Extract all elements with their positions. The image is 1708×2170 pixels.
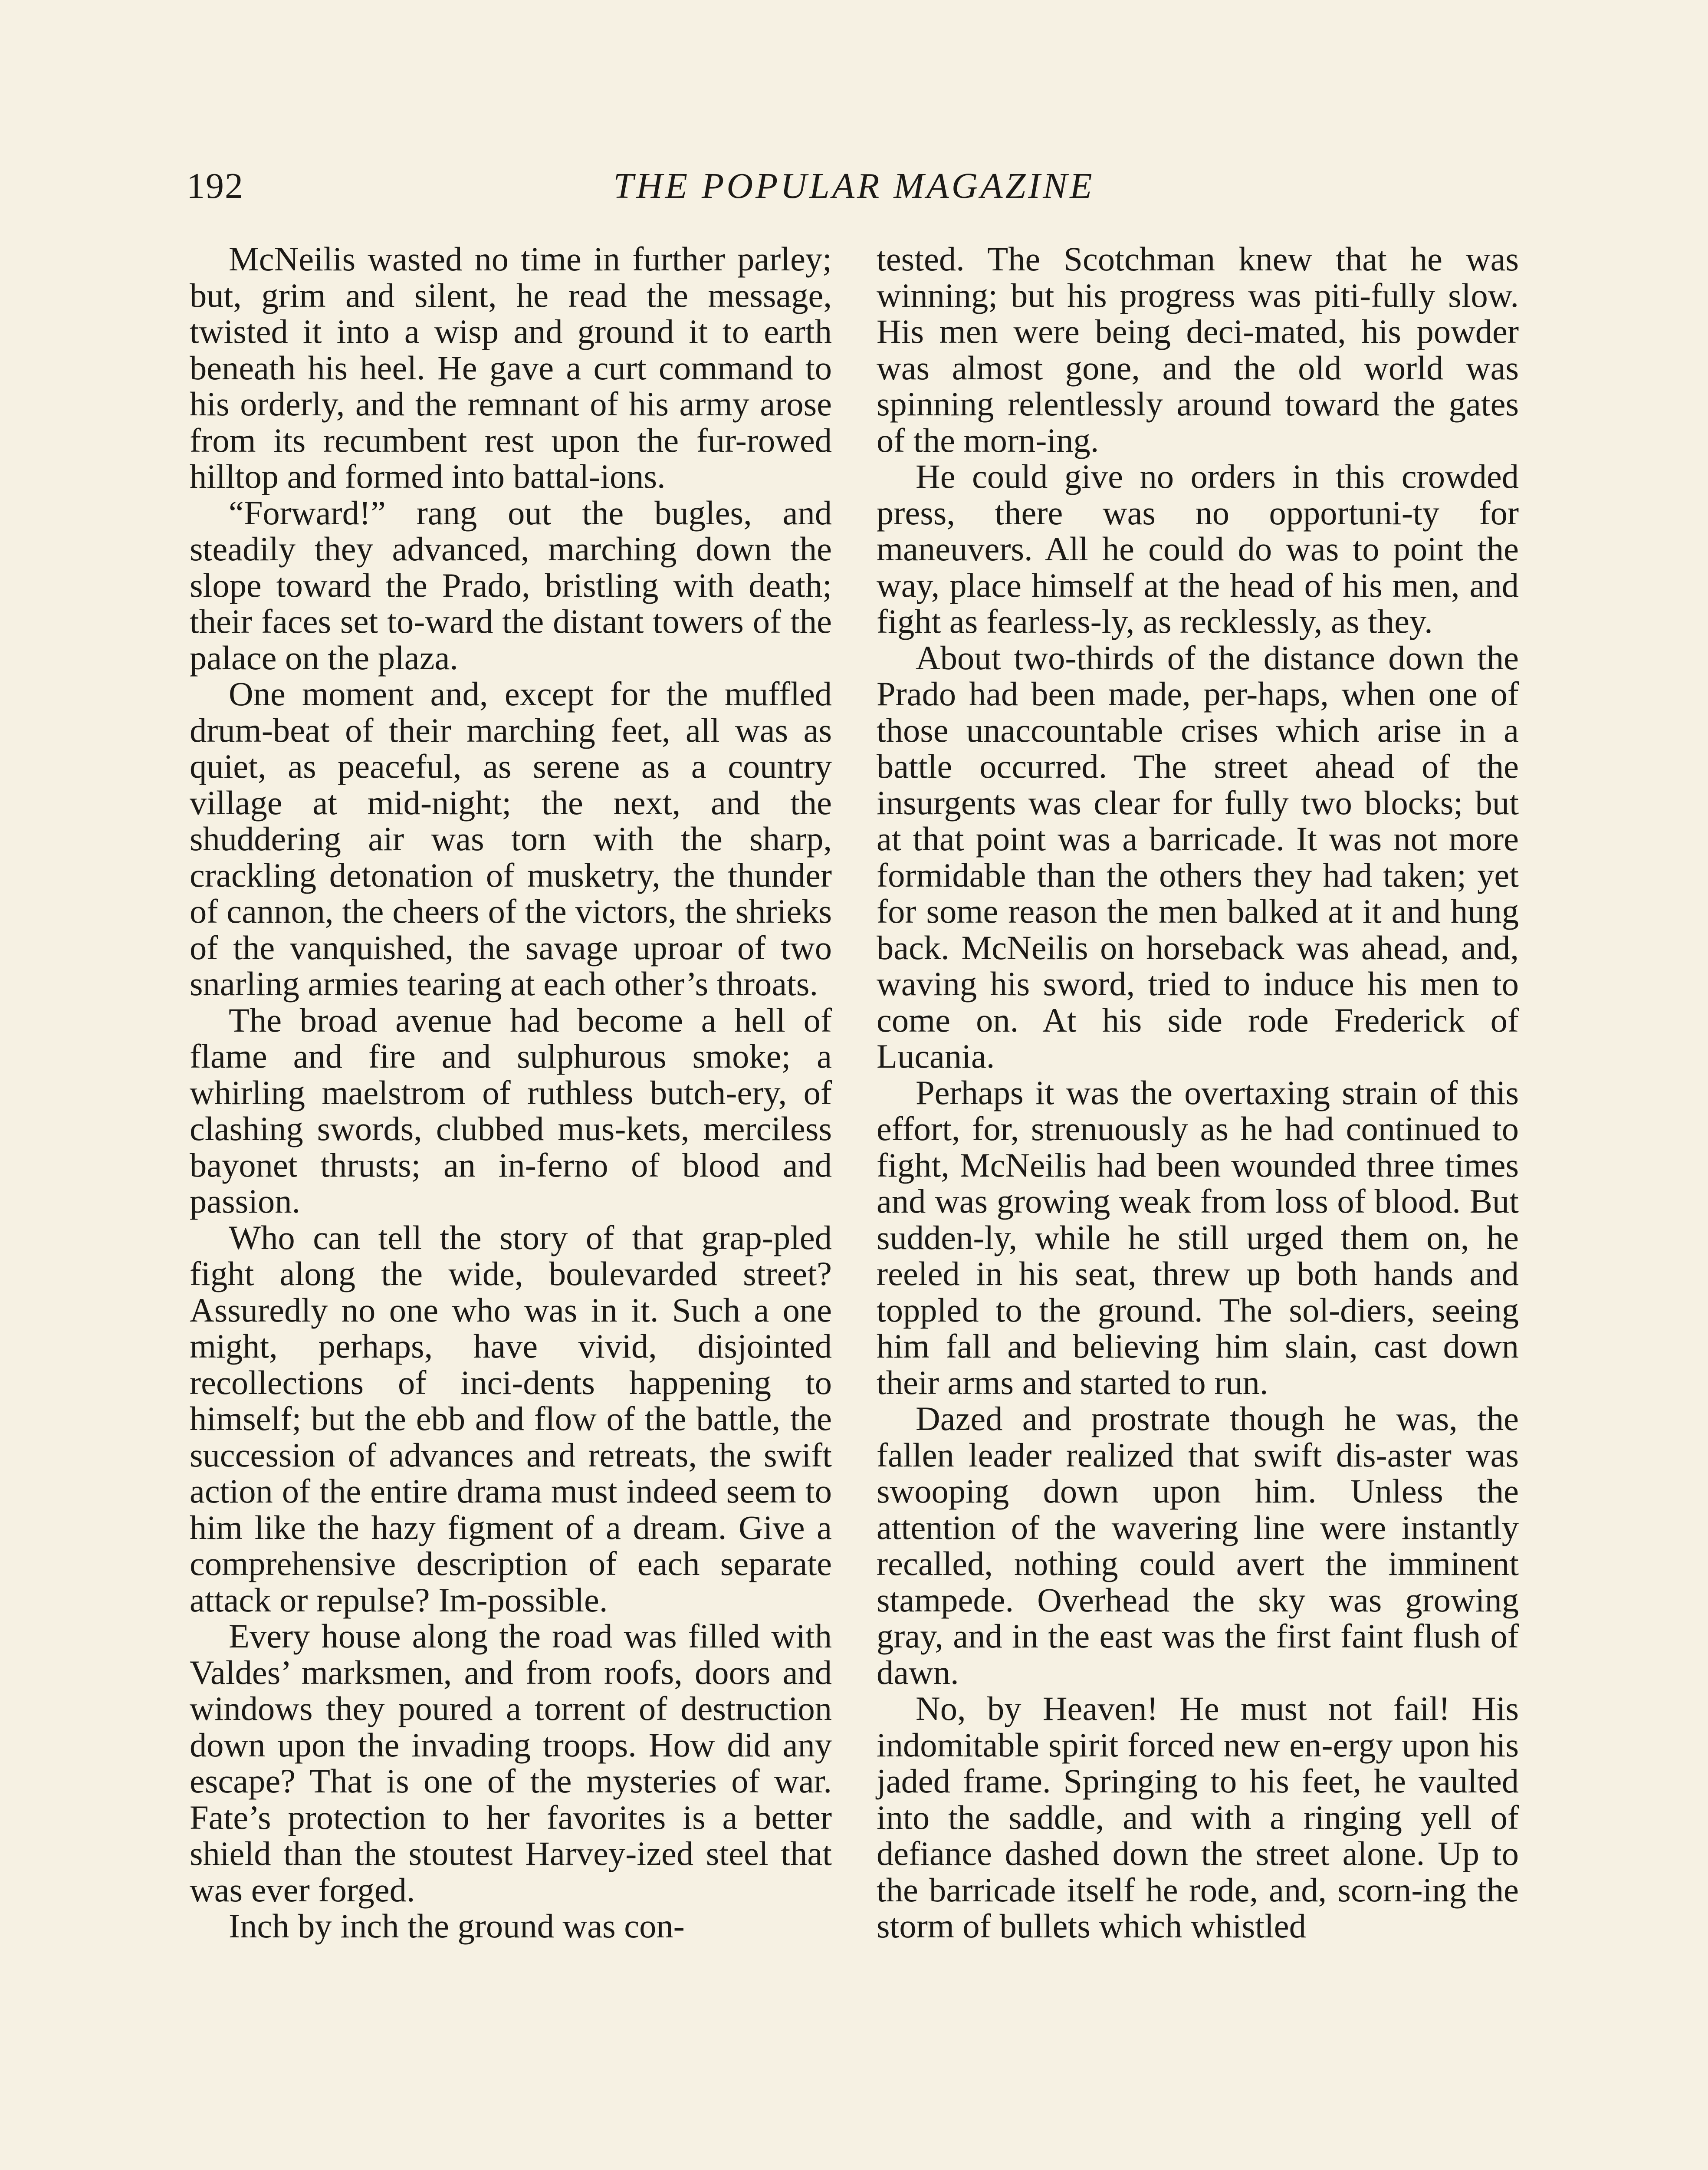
page-header [187, 165, 1521, 217]
paragraph: “Forward!” rang out the bugles, and steadily they advanced, marching down the slope toward the Prado, bristling with death; their faces set to-ward the distant towers of the palace on the plaza. [190, 493, 832, 677]
paragraph: No, by Heaven! He must not fail! His indomitable spirit forced new en-ergy upon his jaded frame. Springing to his feet, he vaulted into the saddle, and with a ringing yell of defiance dashed down the street alone. Up to the barricade itself he rode, and, scorn-ing the storm of bullets which whistled [877, 1690, 1519, 1945]
paragraph: He could give no orders in this crowded press, there was no opportuni-ty for maneuvers. All he could do was to point the way, place himself at the head of his men, and fight as fearless-ly, as recklessly, as they. [877, 457, 1519, 640]
paragraph: McNeilis wasted no time in further parley; but, grim and silent, he read the message, twisted it into a wisp and ground it to earth beneath his heel. He gave a curt command to his orderly, and the remnant of his army arose from its recumbent rest upon the fur-rowed hilltop and formed into battal-ions. [190, 240, 832, 495]
paragraph: Who can tell the story of that grap-pled fight along the wide, boulevarded street? Assuredly no one who was in it. Such a one might, perhaps, have vivid, disjointed recollections of inci-dents happening to himself; but the ebb and flow of the battle, the succession of advances and retreats, the swift action of the entire drama must indeed seem to him like the hazy figment of a dream. Give a comprehensive description of each separate attack or repulse? Im-possible. [190, 1218, 832, 1619]
paragraph: One moment and, except for the muffled drum-beat of their marching feet, all was as quiet, as peaceful, as serene as a country village at mid-night; the next, and the shuddering air was torn with the sharp, crackling detonation of musketry, the thunder of cannon, the cheers of the victors, the shrieks of the vanquished, the savage uproar of two snarling armies tearing at each other’s throats. [190, 675, 832, 1003]
running-title: THE POPULAR MAGAZINE [613, 166, 1095, 206]
right-column [877, 241, 1519, 1944]
paragraph: About two-thirds of the distance down the Prado had been made, per-haps, when one of those unaccountable crises which arise in a battle occurred. The street ahead of the insurgents was clear for fully two blocks; but at that point was a barricade. It was not more formidable than the others they had taken; yet for some reason the men balked at it and hung back. McNeilis on horseback was ahead, and, waving his sword, tried to induce his men to come on. At his side rode Frederick of Lucania. [877, 638, 1519, 1075]
page-number: 192 [187, 166, 244, 206]
paragraph: Perhaps it was the overtaxing strain of this effort, for, strenuously as he had continued to fight, McNeilis had been wounded three times and was growing weak from loss of blood. But sudden-ly, while he still urged them on, he reeled in his seat, threw up both hands and toppled to the ground. The sol-diers, seeing him fall and believing him slain, cast down their arms and started to run. [877, 1073, 1519, 1401]
paragraph: Inch by inch the ground was con- [229, 1907, 685, 1945]
paragraph: Every house along the road was filled with Valdes’ marksmen, and from roofs, doors and windows they poured a torrent of destruction down upon the invading troops. How did any escape? That is one of the mysteries of war. Fate’s protection to her favorites is a better shield than the stoutest Harvey-ized steel that was ever forged. [190, 1617, 832, 1909]
paragraph-continued: tested. The Scotchman knew that he was winning; but his progress was piti-fully slow. His men were being deci-mated, his powder was almost gone, and the old world was spinning relentlessly around toward the gates of the morn-ing. [877, 240, 1519, 459]
paragraph: Dazed and prostrate though he was, the fallen leader realized that swift dis-aster was swooping down upon him. Unless the attention of the wavering line were instantly recalled, nothing could avert the imminent stampede. Overhead the sky was growing gray, and in the east was the first faint flush of dawn. [877, 1400, 1519, 1691]
left-column [190, 241, 832, 1944]
paragraph: The broad avenue had become a hell of flame and fire and sulphurous smoke; a whirling maelstrom of ruthless butch-ery, of clashing swords, clubbed mus-kets, merciless bayonet thrusts; an in-ferno of blood and passion. [190, 1001, 832, 1220]
